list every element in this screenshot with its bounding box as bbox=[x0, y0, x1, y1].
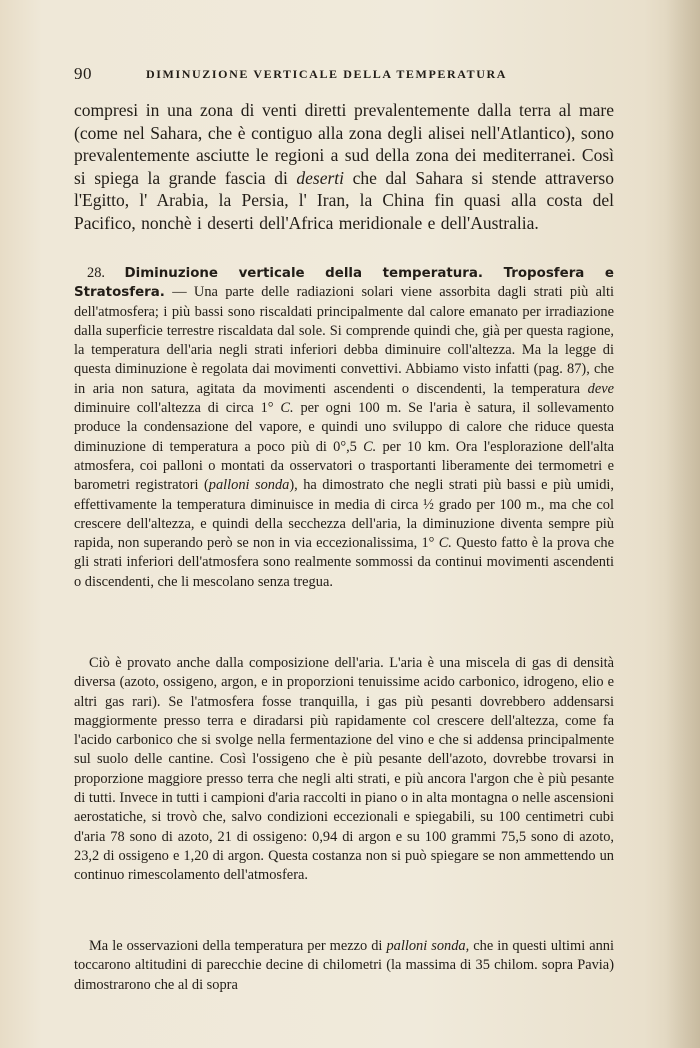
intro-text-b: che dal Sahara si stende attraverso l'Egitto, l' Arabia, la Persia, l' Iran, la China fin quasi alla costa del Pacifico, nonchè i deserti dell'Africa meridionale e dell'Australia. bbox=[74, 167, 614, 233]
running-header bbox=[74, 64, 614, 88]
section-number: 28. bbox=[87, 265, 105, 281]
section-28-paragraph-1 bbox=[74, 264, 614, 592]
intro-paragraph bbox=[74, 99, 614, 235]
p1-emphasis-3: C. bbox=[363, 438, 377, 455]
p3-emphasis: palloni sonda, bbox=[386, 938, 470, 954]
p1-emphasis-5: C. bbox=[438, 535, 452, 552]
p3-text-a: Ma le osservazioni della temperatura per mezzo di bbox=[89, 938, 387, 954]
p1-emphasis-2: C. bbox=[280, 400, 294, 417]
page-edge-shadow bbox=[666, 0, 700, 1048]
p1-emphasis-1: deve bbox=[587, 380, 614, 397]
p1-text-d: per 10 km. Ora l'esplorazione dell'alta atmosfera, coi palloni o montati da osservatori o trasportanti liberamente dei termometri e barometri registratori ( bbox=[74, 438, 614, 494]
p1-text-c: per ogni 100 m. Se l'aria è satura, il sollevamento produce la condensazione del vapore, e quindi uno sviluppo di calore che riduce questa diminuzione di temperatura a poco più di 0°,5 bbox=[74, 400, 614, 455]
section-28-paragraph-3 bbox=[74, 937, 614, 995]
intro-emphasis: deserti bbox=[296, 167, 345, 188]
p1-text-b: diminuire coll'altezza di circa 1° bbox=[74, 400, 281, 417]
p1-emphasis-4: palloni sonda bbox=[208, 477, 290, 494]
section-heading: Diminuzione verticale della temperatura. Troposfera e Stratosfera. bbox=[74, 266, 614, 301]
section-28-paragraph-2: Ciò è provato anche dalla composizione dell'aria. L'aria è una miscela di gas di densità diversa (azoto, ossigeno, argon, e in proporzioni tenuissime acido carbonico, idrogeno, elio e altri gas rari). Se l'atmosfera fosse tranquilla, i gas più pesanti dovrebbero addensarsi maggiormente presso terra e diradarsi più rapidamente col crescere dell'altezza, come fa l'acido carbonico che si svolge nella fermentazione del vino e che si addensa principalmente sul suolo delle cantine. Così l'ossigeno che è più pesante dell'azoto, dovrebbe trovarsi in proporzione maggiore presso terra che negli alti strati, e più ancora l'argon che è più pesante di tutti. Invece in tutti i campioni d'aria raccolti in piano o in alta montagna o nelle ascensioni aerostatiche, si trovò che, salvo condizioni eccezionali e spiegabili, su 100 centimetri cubi d'aria 78 sono di azoto, 21 di ossigeno: 0,94 di argon e su 100 grammi 75,5 sono di azoto, 23,2 di ossigeno e 1,20 di argon. Questa costanza non si può spiegare se non ammettendo un continuo rimescolamento dell'atmosfera. bbox=[74, 655, 614, 884]
p3-text-b: che in questi ultimi anni toccarono altitudini di parecchie decine di chilometri (la massima di 35 chilom. sopra Pavia) dimostrarono che al di sopra bbox=[74, 938, 614, 993]
p1-text-a: — Una parte delle radiazioni solari viene assorbita dagli strati più alti dell'atmosfera; i più bassi sono riscaldati principalmente dal calore emanato per irradiazione dalla superficie terrestre riscaldata dal sole. Si comprende quindi che, già per questa ragione, la temperatura dell'aria negli strati inferiori debba diminuire coll'altezza. Ma la legge di questa diminuzione è regolata dai movimenti convettivi. Abbiamo visto infatti (pag. 87), che in aria non satura, agitata da movimenti ascendenti o discendenti, la temperatura bbox=[74, 284, 614, 397]
page-number: 90 bbox=[74, 64, 92, 83]
p1-text-e: ), ha dimostrato che negli strati più bassi e più umidi, effettivamente la temperatura diminuisce in media di circa ½ grado per 100 m., ma che col crescere dell'altezza, e quindi della secchezza dell'aria, la diminuzione diventa sempre più rapida, non superando però se non in via eccezionalissima, 1° bbox=[74, 477, 614, 552]
running-title: DIMINUZIONE VERTICALE DELLA TEMPERATURA bbox=[146, 67, 508, 81]
intro-text-a: compresi in una zona di venti diretti prevalentemente dalla terra al mare (come nel Sahara, che è contiguo alla zona degli alisei nell'Atlantico), sono prevalentemente asciutte le regioni a sud della zona dei mediterranei. Così si spiega la grande fascia di bbox=[74, 100, 614, 188]
p1-text-f: Questo fatto è la prova che gli strati inferiori dell'atmosfera sono realmente sommossi da continui movimenti ascendenti o discendenti, che li mescolano senza tregua. bbox=[74, 535, 615, 590]
